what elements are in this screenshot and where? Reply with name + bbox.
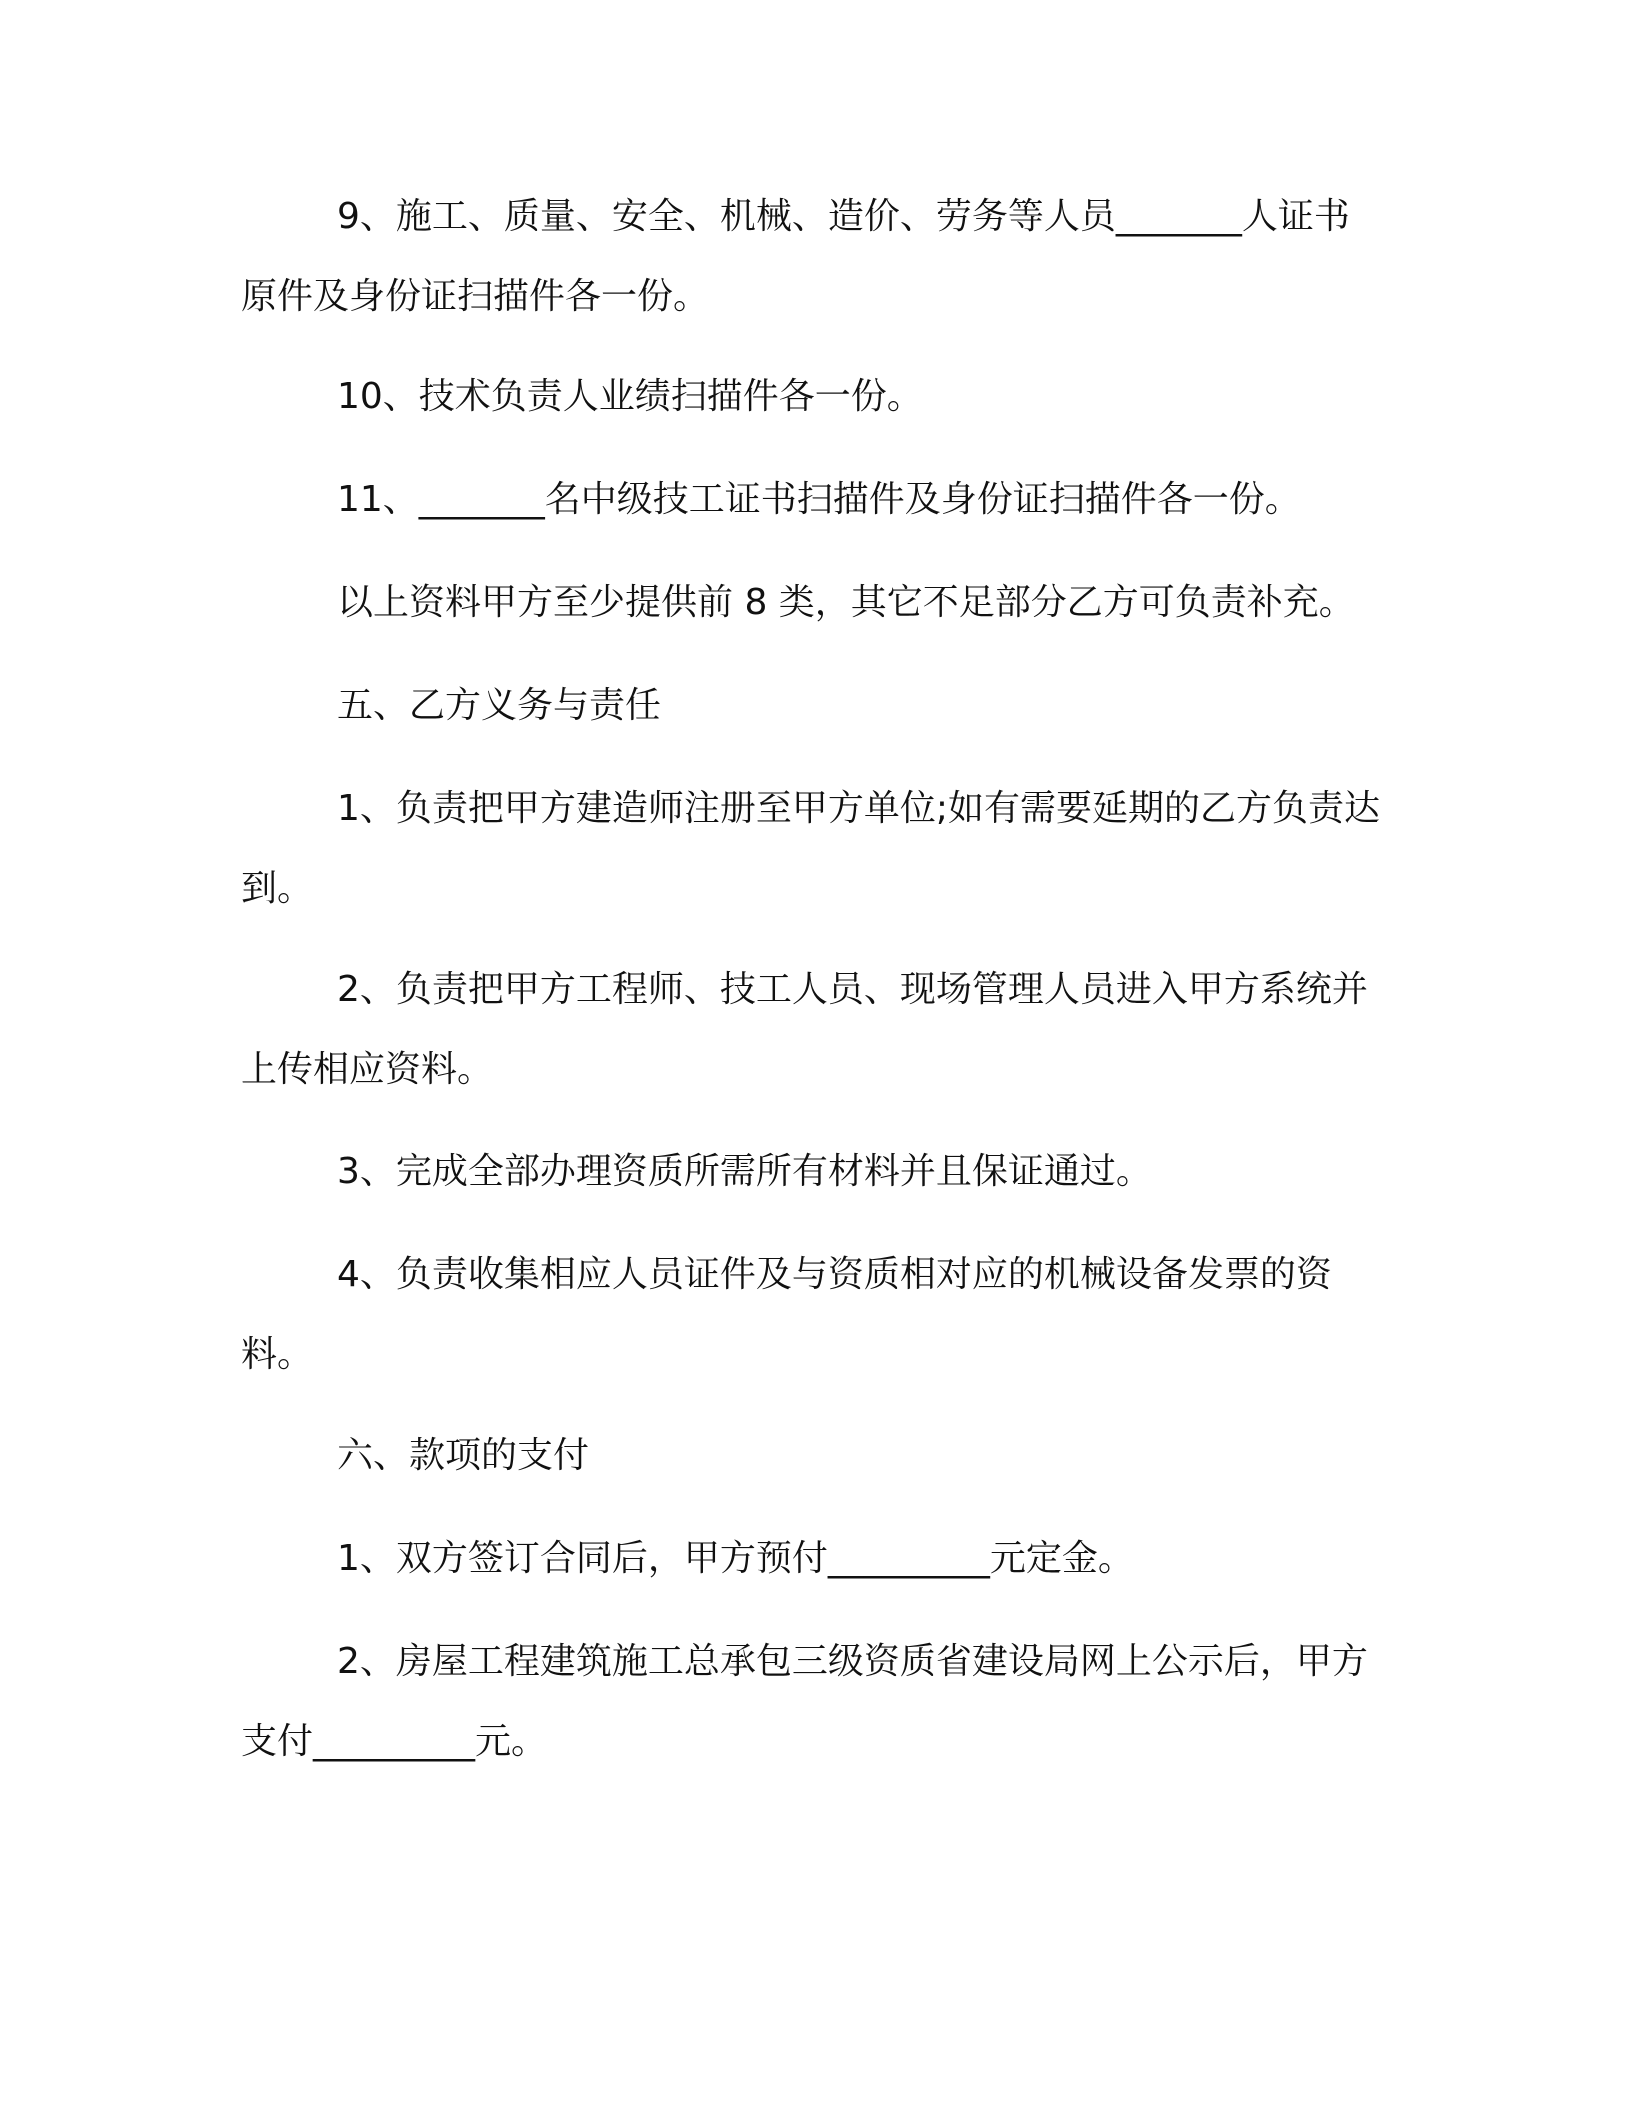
section-heading-5: 五、乙方义务与责任 xyxy=(337,685,662,726)
paragraph-payment-1: 1、双方签订合同后，甲方预付_________元定金。 xyxy=(337,1538,1134,1579)
paragraph-note: 以上资料甲方至少提供前 8 类，其它不足部分乙方可负责补充。 xyxy=(337,582,1355,623)
paragraph-duty-3: 3、完成全部办理资质所需所有材料并且保证通过。 xyxy=(337,1151,1152,1192)
paragraph-duty-1: 1、负责把甲方建造师注册至甲方单位;如有需要延期的乙方负责达到。 xyxy=(241,788,1381,909)
paragraph-item-11: 11、_______名中级技工证书扫描件及身份证扫描件各一份。 xyxy=(337,479,1301,520)
paragraph-item-9: 9、施工、质量、安全、机械、造价、劳务等人员_______人证书原件及身份证扫描件各一份。 xyxy=(241,196,1350,317)
paragraph-duty-4: 4、负责收集相应人员证件及与资质相对应的机械设备发票的资料。 xyxy=(241,1254,1332,1375)
paragraph-item-10: 10、技术负责人业绩扫描件各一份。 xyxy=(337,376,923,417)
section-heading-6: 六、款项的支付 xyxy=(337,1435,590,1476)
paragraph-payment-2: 2、房屋工程建筑施工总承包三级资质省建设局网上公示后，甲方支付_________元。 xyxy=(241,1641,1368,1762)
paragraph-duty-2: 2、负责把甲方工程师、技工人员、现场管理人员进入甲方系统并上传相应资料。 xyxy=(241,969,1368,1090)
